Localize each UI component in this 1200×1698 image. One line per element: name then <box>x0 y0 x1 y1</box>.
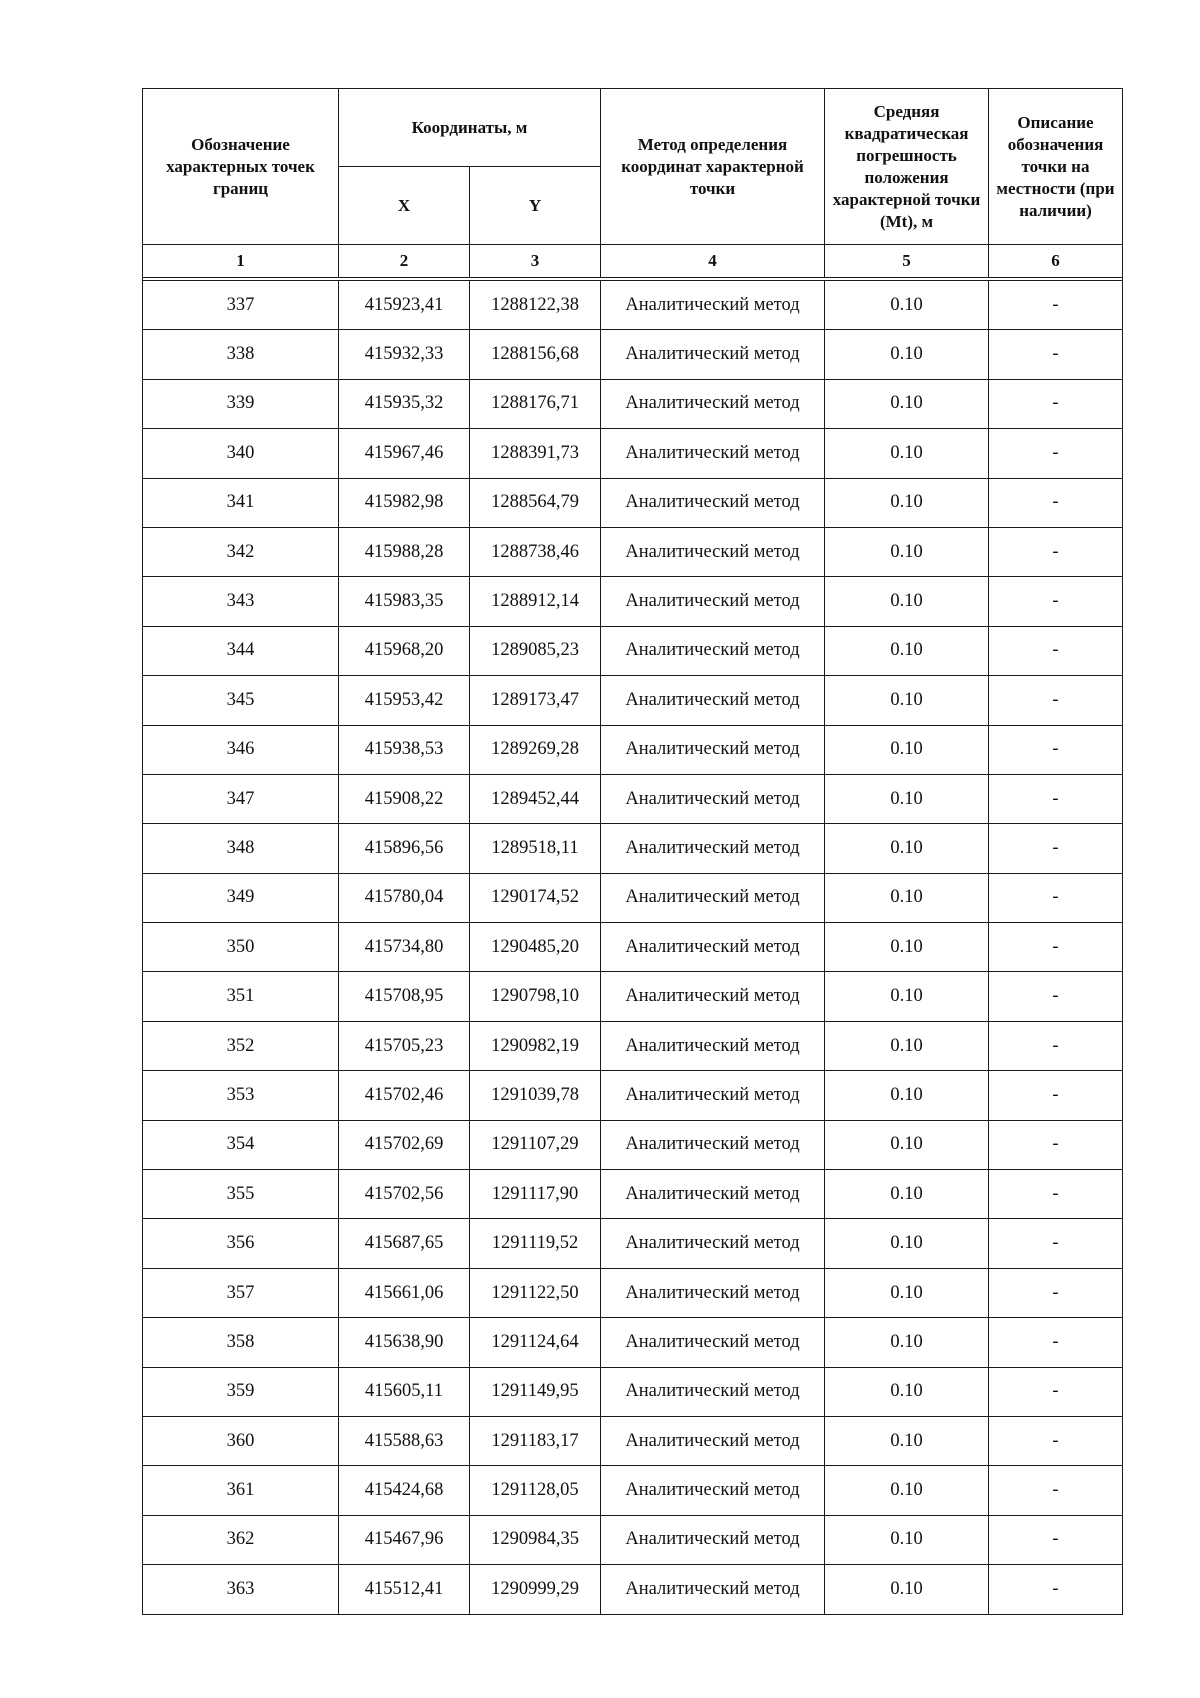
cell-error: 0.10 <box>825 1170 989 1219</box>
table-row <box>143 281 1123 330</box>
cell-error: 0.10 <box>825 1466 989 1515</box>
cell-method: Аналитический метод <box>601 1021 825 1070</box>
cell-point: 353 <box>143 1071 339 1120</box>
cell-description: - <box>989 1120 1123 1169</box>
cell-y: 1289085,23 <box>470 626 601 675</box>
cell-point: 341 <box>143 478 339 527</box>
cell-description: - <box>989 1318 1123 1367</box>
cell-error: 0.10 <box>825 676 989 725</box>
cell-y: 1288912,14 <box>470 577 601 626</box>
cell-x: 415708,95 <box>339 972 470 1021</box>
cell-method: Аналитический метод <box>601 527 825 576</box>
table-row <box>143 1367 1123 1416</box>
cell-y: 1291149,95 <box>470 1367 601 1416</box>
cell-error: 0.10 <box>825 1318 989 1367</box>
column-number: 1 <box>143 245 339 278</box>
cell-error: 0.10 <box>825 972 989 1021</box>
cell-point: 342 <box>143 527 339 576</box>
cell-point: 356 <box>143 1219 339 1268</box>
cell-method: Аналитический метод <box>601 626 825 675</box>
cell-point: 340 <box>143 429 339 478</box>
cell-description: - <box>989 429 1123 478</box>
cell-x: 415908,22 <box>339 774 470 823</box>
column-number: 2 <box>339 245 470 278</box>
cell-description: - <box>989 1268 1123 1317</box>
cell-point: 361 <box>143 1466 339 1515</box>
table-row <box>143 626 1123 675</box>
cell-y: 1289518,11 <box>470 824 601 873</box>
cell-description: - <box>989 1071 1123 1120</box>
cell-x: 415953,42 <box>339 676 470 725</box>
cell-method: Аналитический метод <box>601 281 825 330</box>
cell-point: 349 <box>143 873 339 922</box>
table-row <box>143 1170 1123 1219</box>
cell-x: 415661,06 <box>339 1268 470 1317</box>
cell-method: Аналитический метод <box>601 1071 825 1120</box>
header-error: Средняя квадратическая погрешность положения характерной точки (Mt), м <box>825 89 989 245</box>
cell-point: 357 <box>143 1268 339 1317</box>
cell-error: 0.10 <box>825 1416 989 1465</box>
cell-y: 1290999,29 <box>470 1565 601 1614</box>
table-row <box>143 1565 1123 1614</box>
cell-description: - <box>989 1515 1123 1564</box>
column-number: 6 <box>989 245 1123 278</box>
cell-description: - <box>989 1416 1123 1465</box>
cell-x: 415702,56 <box>339 1170 470 1219</box>
cell-method: Аналитический метод <box>601 1120 825 1169</box>
table-row <box>143 923 1123 972</box>
cell-error: 0.10 <box>825 774 989 823</box>
cell-description: - <box>989 676 1123 725</box>
cell-point: 345 <box>143 676 339 725</box>
cell-error: 0.10 <box>825 1367 989 1416</box>
header-designation: Обозначение характерных точек границ <box>143 89 339 245</box>
cell-error: 0.10 <box>825 429 989 478</box>
cell-method: Аналитический метод <box>601 1367 825 1416</box>
cell-error: 0.10 <box>825 330 989 379</box>
cell-error: 0.10 <box>825 824 989 873</box>
cell-error: 0.10 <box>825 1071 989 1120</box>
cell-method: Аналитический метод <box>601 1466 825 1515</box>
cell-x: 415588,63 <box>339 1416 470 1465</box>
column-number: 4 <box>601 245 825 278</box>
cell-x: 415983,35 <box>339 577 470 626</box>
cell-method: Аналитический метод <box>601 478 825 527</box>
cell-point: 350 <box>143 923 339 972</box>
cell-error: 0.10 <box>825 1268 989 1317</box>
table-row <box>143 577 1123 626</box>
table-row <box>143 379 1123 428</box>
cell-y: 1290798,10 <box>470 972 601 1021</box>
cell-error: 0.10 <box>825 626 989 675</box>
table-row <box>143 1515 1123 1564</box>
cell-point: 360 <box>143 1416 339 1465</box>
cell-description: - <box>989 873 1123 922</box>
cell-point: 362 <box>143 1515 339 1564</box>
cell-y: 1288564,79 <box>470 478 601 527</box>
cell-description: - <box>989 577 1123 626</box>
cell-x: 415638,90 <box>339 1318 470 1367</box>
cell-point: 343 <box>143 577 339 626</box>
cell-description: - <box>989 281 1123 330</box>
cell-error: 0.10 <box>825 478 989 527</box>
cell-y: 1288156,68 <box>470 330 601 379</box>
cell-x: 415424,68 <box>339 1466 470 1515</box>
cell-description: - <box>989 725 1123 774</box>
cell-y: 1291107,29 <box>470 1120 601 1169</box>
cell-point: 339 <box>143 379 339 428</box>
cell-point: 355 <box>143 1170 339 1219</box>
cell-method: Аналитический метод <box>601 774 825 823</box>
cell-x: 415935,32 <box>339 379 470 428</box>
cell-point: 348 <box>143 824 339 873</box>
cell-y: 1291122,50 <box>470 1268 601 1317</box>
column-number: 5 <box>825 245 989 278</box>
cell-error: 0.10 <box>825 1021 989 1070</box>
cell-y: 1291117,90 <box>470 1170 601 1219</box>
cell-y: 1291039,78 <box>470 1071 601 1120</box>
table-row <box>143 1071 1123 1120</box>
cell-description: - <box>989 1565 1123 1614</box>
boundary-points-table <box>142 88 1123 1615</box>
cell-x: 415702,46 <box>339 1071 470 1120</box>
header-description: Описание обозначения точки на местности (при наличии) <box>989 89 1123 245</box>
cell-x: 415780,04 <box>339 873 470 922</box>
cell-error: 0.10 <box>825 725 989 774</box>
cell-y: 1291124,64 <box>470 1318 601 1367</box>
cell-point: 352 <box>143 1021 339 1070</box>
cell-error: 0.10 <box>825 1565 989 1614</box>
cell-description: - <box>989 1466 1123 1515</box>
table-row <box>143 527 1123 576</box>
cell-description: - <box>989 923 1123 972</box>
cell-error: 0.10 <box>825 577 989 626</box>
cell-y: 1291119,52 <box>470 1219 601 1268</box>
cell-y: 1290485,20 <box>470 923 601 972</box>
cell-method: Аналитический метод <box>601 1416 825 1465</box>
header-y: Y <box>470 167 601 245</box>
cell-error: 0.10 <box>825 1515 989 1564</box>
table-row <box>143 429 1123 478</box>
table-row <box>143 478 1123 527</box>
cell-method: Аналитический метод <box>601 873 825 922</box>
cell-point: 346 <box>143 725 339 774</box>
cell-description: - <box>989 527 1123 576</box>
cell-description: - <box>989 379 1123 428</box>
cell-description: - <box>989 478 1123 527</box>
cell-description: - <box>989 626 1123 675</box>
table-row <box>143 1466 1123 1515</box>
cell-error: 0.10 <box>825 1120 989 1169</box>
cell-error: 0.10 <box>825 281 989 330</box>
cell-y: 1290982,19 <box>470 1021 601 1070</box>
cell-x: 415968,20 <box>339 626 470 675</box>
cell-description: - <box>989 1219 1123 1268</box>
table-row <box>143 725 1123 774</box>
cell-method: Аналитический метод <box>601 923 825 972</box>
cell-y: 1289269,28 <box>470 725 601 774</box>
cell-x: 415702,69 <box>339 1120 470 1169</box>
cell-method: Аналитический метод <box>601 1565 825 1614</box>
cell-x: 415896,56 <box>339 824 470 873</box>
table-row <box>143 1268 1123 1317</box>
cell-y: 1288738,46 <box>470 527 601 576</box>
cell-x: 415512,41 <box>339 1565 470 1614</box>
cell-method: Аналитический метод <box>601 1170 825 1219</box>
cell-method: Аналитический метод <box>601 1318 825 1367</box>
cell-point: 338 <box>143 330 339 379</box>
cell-description: - <box>989 1367 1123 1416</box>
header-coordinates: Координаты, м <box>339 89 601 167</box>
cell-y: 1291128,05 <box>470 1466 601 1515</box>
table-row <box>143 1219 1123 1268</box>
cell-error: 0.10 <box>825 923 989 972</box>
table-row <box>143 774 1123 823</box>
cell-point: 354 <box>143 1120 339 1169</box>
cell-y: 1288122,38 <box>470 281 601 330</box>
column-number: 3 <box>470 245 601 278</box>
cell-y: 1288391,73 <box>470 429 601 478</box>
table-body <box>143 281 1123 1615</box>
cell-description: - <box>989 1170 1123 1219</box>
header-x: X <box>339 167 470 245</box>
cell-error: 0.10 <box>825 379 989 428</box>
table-row <box>143 330 1123 379</box>
cell-method: Аналитический метод <box>601 1515 825 1564</box>
table-row <box>143 824 1123 873</box>
cell-error: 0.10 <box>825 1219 989 1268</box>
cell-description: - <box>989 824 1123 873</box>
cell-description: - <box>989 774 1123 823</box>
cell-x: 415988,28 <box>339 527 470 576</box>
cell-point: 347 <box>143 774 339 823</box>
cell-method: Аналитический метод <box>601 824 825 873</box>
table-row <box>143 1120 1123 1169</box>
cell-method: Аналитический метод <box>601 725 825 774</box>
cell-y: 1288176,71 <box>470 379 601 428</box>
cell-description: - <box>989 330 1123 379</box>
cell-x: 415705,23 <box>339 1021 470 1070</box>
cell-x: 415938,53 <box>339 725 470 774</box>
table-row <box>143 873 1123 922</box>
cell-x: 415923,41 <box>339 281 470 330</box>
cell-y: 1290984,35 <box>470 1515 601 1564</box>
table-row <box>143 1021 1123 1070</box>
cell-description: - <box>989 972 1123 1021</box>
cell-method: Аналитический метод <box>601 676 825 725</box>
cell-point: 344 <box>143 626 339 675</box>
cell-point: 337 <box>143 281 339 330</box>
cell-method: Аналитический метод <box>601 379 825 428</box>
cell-error: 0.10 <box>825 873 989 922</box>
header-method: Метод определения координат характерной точки <box>601 89 825 245</box>
cell-method: Аналитический метод <box>601 972 825 1021</box>
cell-method: Аналитический метод <box>601 1219 825 1268</box>
cell-point: 363 <box>143 1565 339 1614</box>
cell-y: 1289173,47 <box>470 676 601 725</box>
cell-y: 1290174,52 <box>470 873 601 922</box>
cell-x: 415467,96 <box>339 1515 470 1564</box>
cell-error: 0.10 <box>825 527 989 576</box>
cell-x: 415687,65 <box>339 1219 470 1268</box>
cell-method: Аналитический метод <box>601 577 825 626</box>
cell-x: 415967,46 <box>339 429 470 478</box>
cell-point: 359 <box>143 1367 339 1416</box>
cell-x: 415982,98 <box>339 478 470 527</box>
cell-description: - <box>989 1021 1123 1070</box>
cell-x: 415932,33 <box>339 330 470 379</box>
cell-point: 351 <box>143 972 339 1021</box>
table-row <box>143 1318 1123 1367</box>
table-row <box>143 676 1123 725</box>
cell-point: 358 <box>143 1318 339 1367</box>
cell-y: 1289452,44 <box>470 774 601 823</box>
cell-method: Аналитический метод <box>601 1268 825 1317</box>
table-row <box>143 972 1123 1021</box>
cell-x: 415605,11 <box>339 1367 470 1416</box>
cell-method: Аналитический метод <box>601 429 825 478</box>
cell-method: Аналитический метод <box>601 330 825 379</box>
cell-x: 415734,80 <box>339 923 470 972</box>
table-row <box>143 1416 1123 1465</box>
cell-y: 1291183,17 <box>470 1416 601 1465</box>
